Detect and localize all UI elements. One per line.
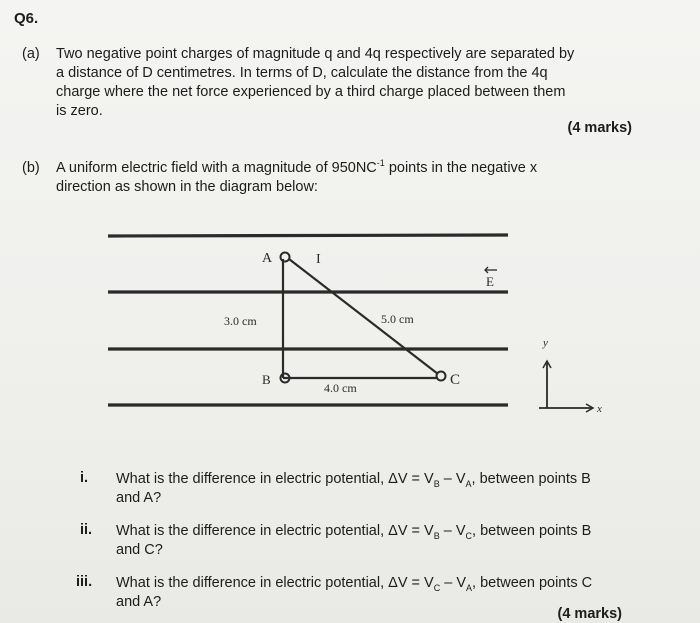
point-a-marker (281, 253, 290, 262)
subquestion-i-line-2: and A? (116, 490, 162, 506)
subscript: B (433, 530, 440, 541)
subscript: B (433, 478, 440, 489)
part-b-line-2: direction as shown in the diagram below: (56, 179, 318, 195)
point-b-label: B (262, 372, 271, 387)
subquestion-i-line-1 (116, 470, 656, 489)
text-run: , between points C (472, 575, 593, 591)
field-label: E (486, 274, 494, 289)
subquestion-iii-number: iii. (76, 574, 93, 590)
text-run: What is the difference in electric potential, ΔV = V (116, 523, 434, 539)
point-c-marker (437, 372, 446, 381)
point-a-label: A (262, 251, 273, 266)
side-bc-label: 4.0 cm (324, 381, 357, 395)
subquestion-ii-line-2: and C? (116, 542, 163, 558)
part-a-label: (a) (22, 46, 40, 62)
part-b-label: (b) (22, 160, 40, 176)
subquestion-i-number: i. (80, 470, 89, 486)
part-a-line: a distance of D centimetres. In terms of D, calculate the distance from the 4q (56, 65, 548, 81)
point-c-label: C (450, 372, 461, 388)
final-marks: (4 marks) (557, 606, 622, 622)
part-a-marks: (4 marks) (567, 120, 632, 136)
text-run: What is the difference in electric potential, ΔV = V (116, 471, 434, 487)
part-a-line: is zero. (56, 103, 103, 119)
subquestion-ii-text (116, 522, 656, 560)
axis-x-label: x (597, 403, 602, 415)
subquestion-i-text (116, 470, 656, 508)
subquestion-iii-line-2: and A? (116, 594, 162, 610)
text-run: What is the difference in electric potential, ΔV = V (116, 575, 434, 591)
side-ab-label: 3.0 cm (224, 314, 257, 328)
text-run: , between points B (472, 523, 592, 539)
text-run: – V (440, 575, 467, 591)
text-run: – V (439, 523, 466, 539)
subquestion-ii-number: ii. (80, 522, 93, 538)
subscript: A (465, 478, 472, 489)
subscript: C (465, 530, 473, 541)
part-b-line-1-start: A uniform electric field with a magnitude of 950NC (56, 160, 377, 176)
side-ac-label: 5.0 cm (381, 312, 414, 326)
question-number: Q6. (14, 10, 39, 27)
text-run: – V (439, 471, 466, 487)
marker-near-a: I (316, 252, 321, 267)
field-line-1 (108, 235, 508, 236)
part-b-line-1-end: points in the negative x (384, 160, 538, 176)
subscript: C (433, 582, 441, 593)
unit-exponent: -1 (376, 158, 385, 169)
text-run: , between points B (471, 471, 591, 487)
part-a-line: Two negative point charges of magnitude q and 4q respectively are separated by (56, 46, 575, 62)
axis-y-label: y (543, 337, 548, 349)
part-a-line: charge where the net force experienced by a third charge placed between them (56, 84, 566, 100)
side-ac-line (289, 259, 438, 374)
subquestion-ii-line-1 (116, 522, 656, 541)
subquestion-iii-line-1 (116, 574, 656, 593)
subscript: A (466, 582, 473, 593)
